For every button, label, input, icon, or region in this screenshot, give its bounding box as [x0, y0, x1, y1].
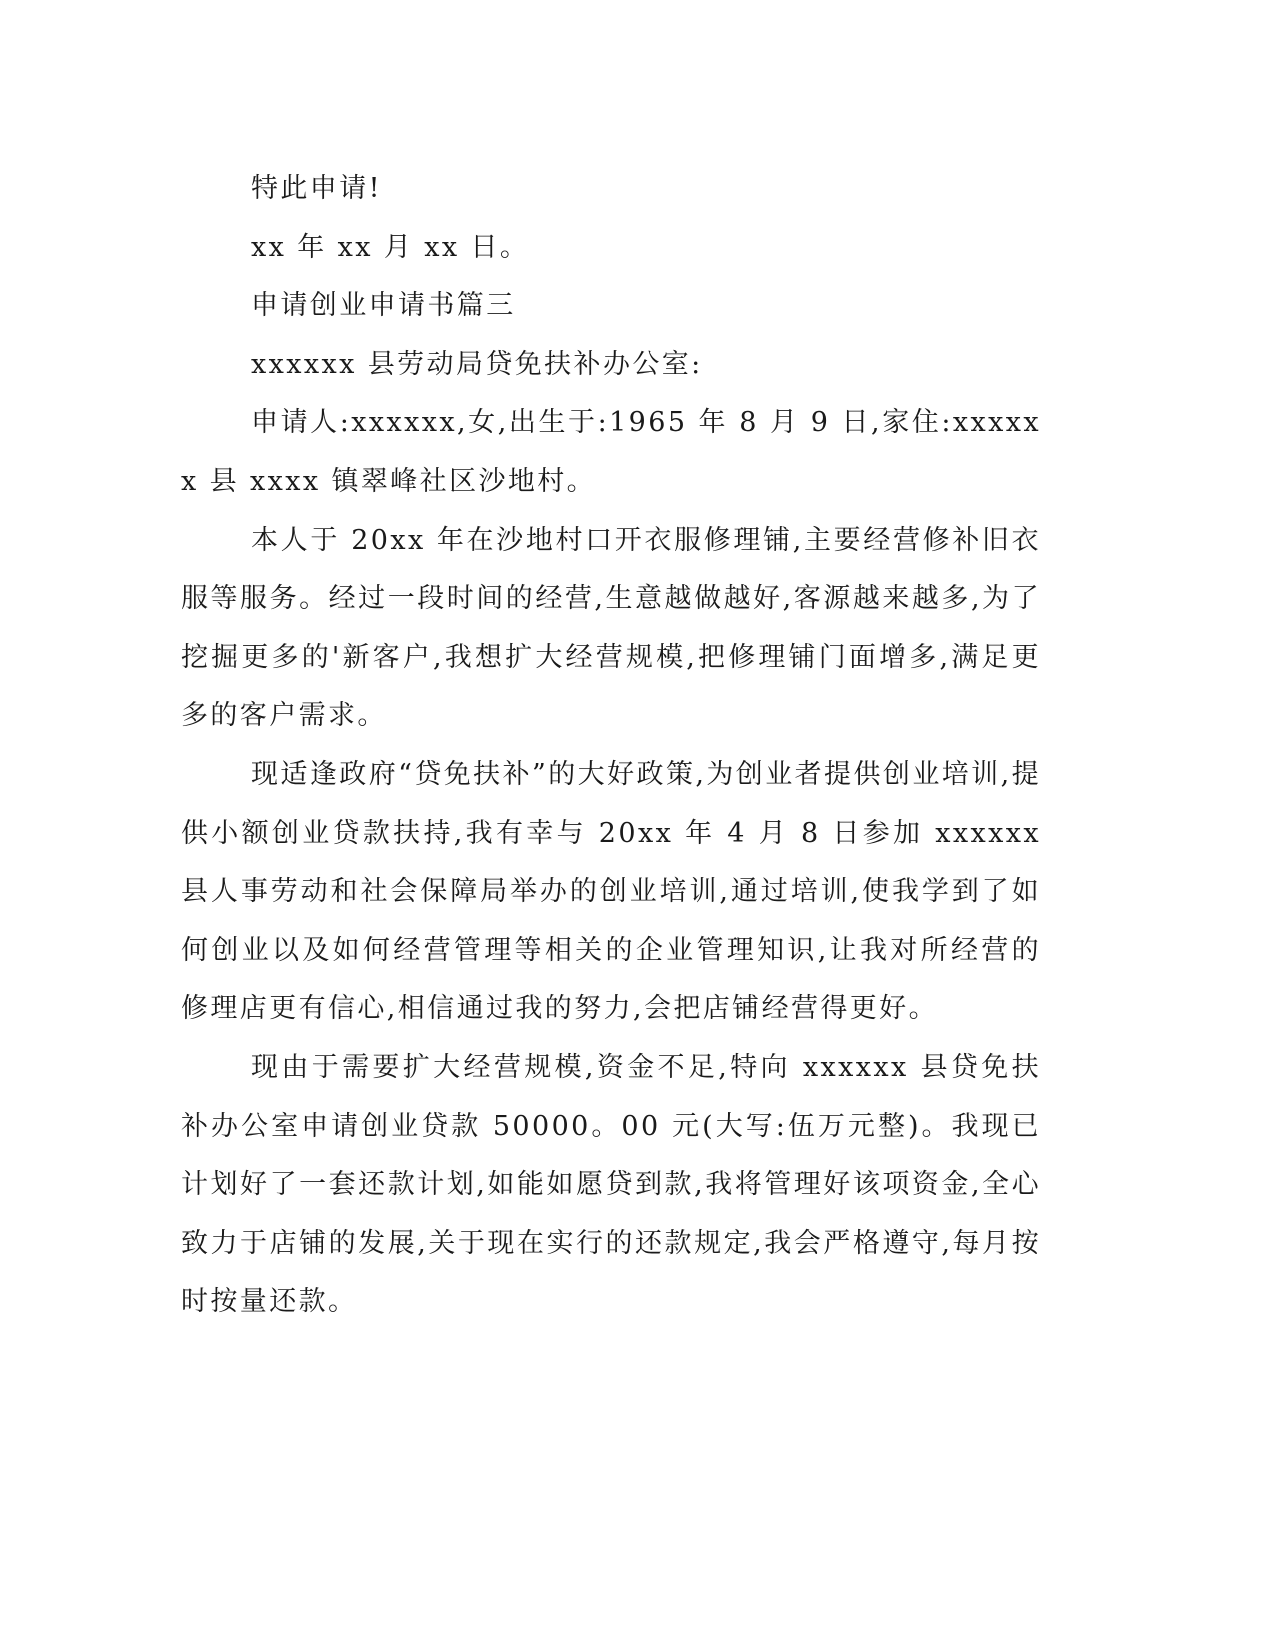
date-line: xx 年 xx 月 xx 日。 — [251, 231, 530, 263]
recipient-line: xxxxxx 县劳动局贷免扶补办公室: — [251, 348, 703, 380]
section-title: 申请创业申请书篇三 — [251, 290, 516, 322]
closing-line: 特此申请! — [251, 173, 382, 204]
applicant-info: 申请人:xxxxxx,女,出生于:1965 年 8 月 9 日,家住:xxxxxx 县 xxxx 镇翠峰社区沙地村。 — [181, 407, 1041, 497]
document-body — [181, 160, 1041, 1332]
body-paragraph-3: 现由于需要扩大经营规模,资金不足,特向 xxxxxx 县贷免扶补办公室申请创业贷款 50000。00 元(大写:伍万元整)。我现已计划好了一套还款计划,如能如愿贷到款,我将管理好该项资金,全心致力于店铺的发展,关于现在实行的还款规定,我会严格遵守,每月按时按量还款。 — [181, 1051, 1041, 1318]
body-paragraph-2: 现适逢政府“贷免扶补”的大好政策,为创业者提供创业培训,提供小额创业贷款扶持,我有幸与 20xx 年 4 月 8 日参加 xxxxxx 县人事劳动和社会保障局举办的创业培训,通过培训,使我学到了如何创业以及如何经营管理等相关的企业管理知识,让我对所经营的修理店更有信心,相信通过我的努力,会把店铺经营得更好。 — [181, 758, 1041, 1025]
body-paragraph-1: 本人于 20xx 年在沙地村口开衣服修理铺,主要经营修补旧衣服等服务。经过一段时间的经营,生意越做越好,客源越来越多,为了挖掘更多的'新客户,我想扩大经营规模,把修理铺门面增多,满足更多的客户需求。 — [181, 524, 1041, 732]
